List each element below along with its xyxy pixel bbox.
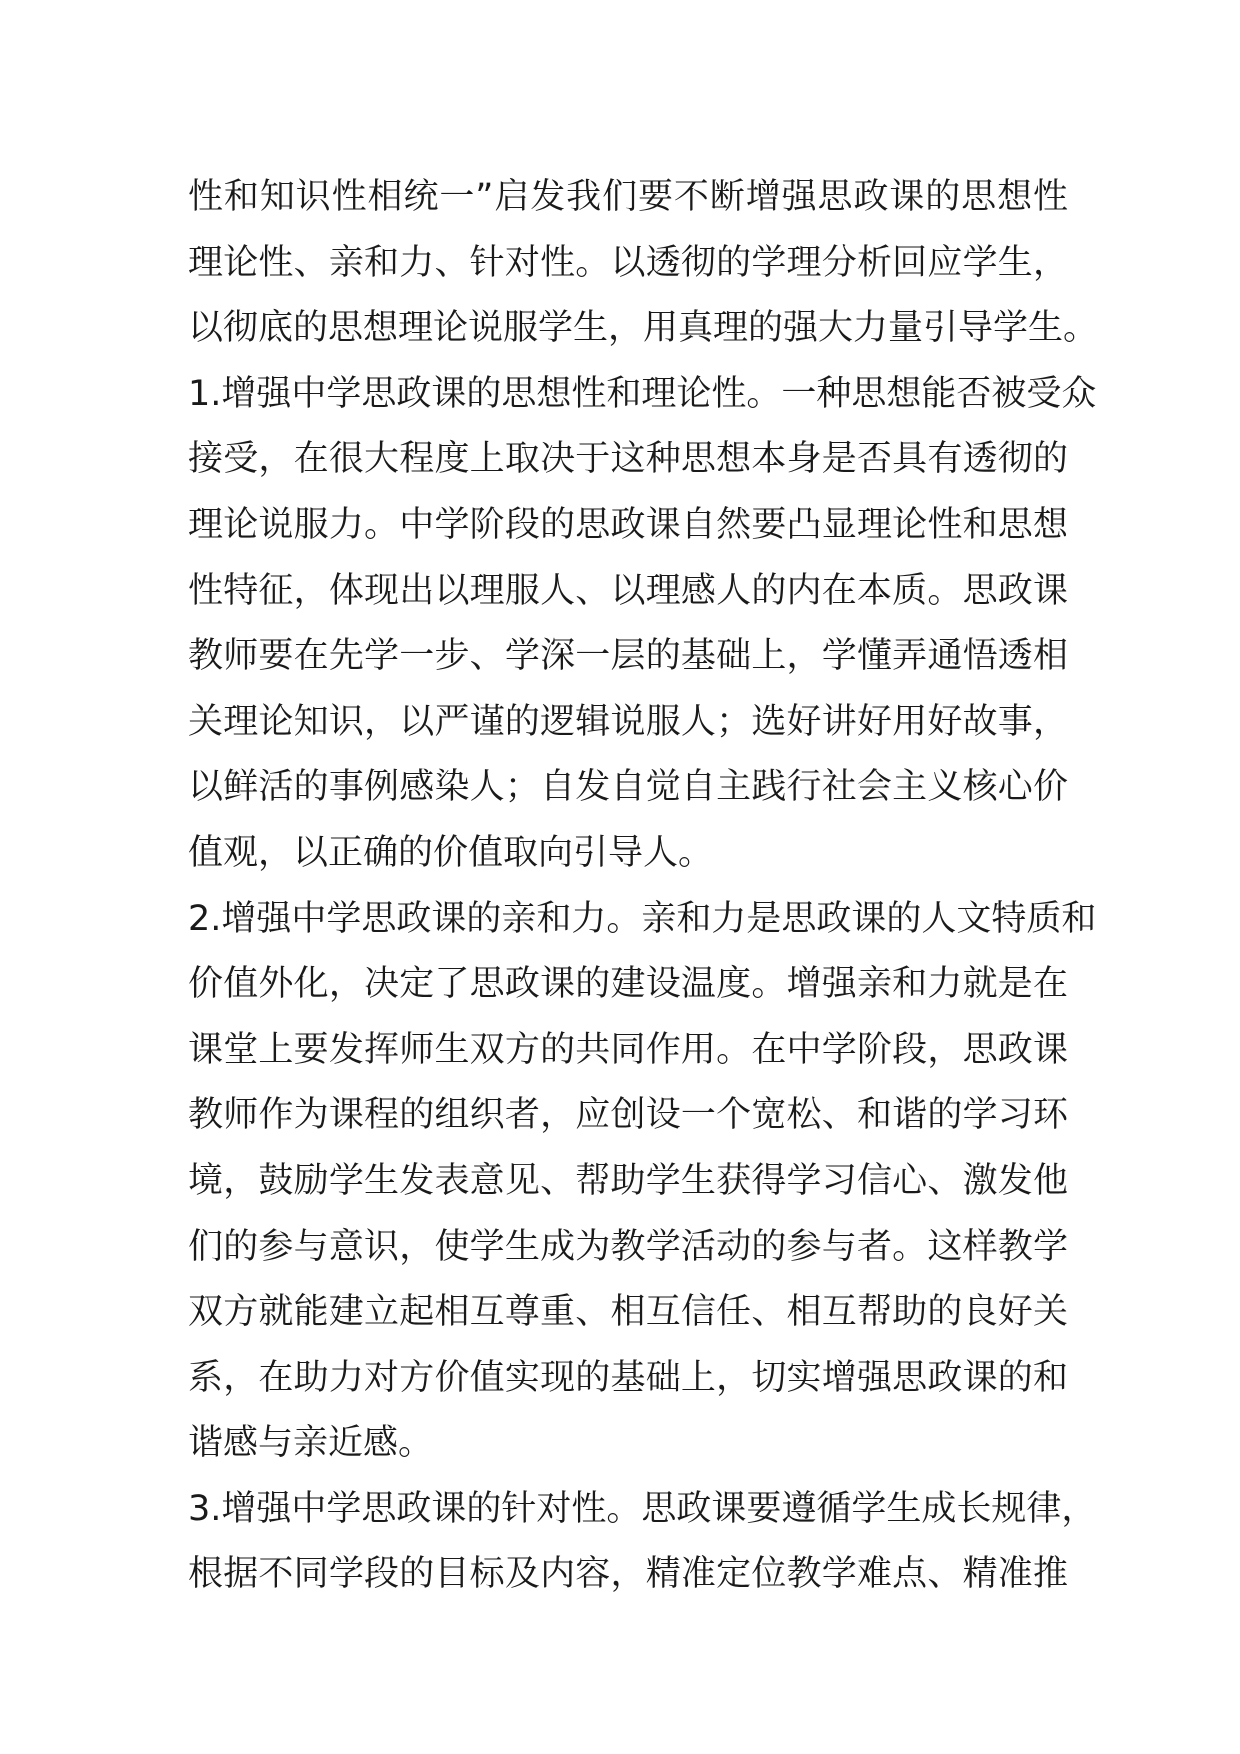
text-line: 1.增强中学思政课的思想性和理论性。一种思想能否被受众 xyxy=(188,373,1097,414)
text-line: 们的参与意识，使学生成为教学活动的参与者。这样教学 xyxy=(188,1226,1068,1267)
document-body xyxy=(188,165,1099,1608)
text-line: 根据不同学段的目标及内容，精准定位教学难点、精准推 xyxy=(188,1554,1068,1595)
text-line: 谐感与亲近感。 xyxy=(188,1423,434,1464)
text-line: 3.增强中学思政课的针对性。思政课要遵循学生成长规律， xyxy=(188,1488,1097,1529)
text-line: 值观，以正确的价值取向引导人。 xyxy=(188,832,714,873)
text-line: 系，在助力对方价值实现的基础上，切实增强思政课的和 xyxy=(188,1357,1068,1398)
text-line: 课堂上要发挥师生双方的共同作用。在中学阶段，思政课 xyxy=(188,1029,1068,1070)
text-line: 理论性、亲和力、针对性。以透彻的学理分析回应学生， xyxy=(188,242,1068,283)
text-line: 以彻底的思想理论说服学生，用真理的强大力量引导学生。 xyxy=(188,308,1099,349)
text-line: 教师要在先学一步、学深一层的基础上，学懂弄通悟透相 xyxy=(188,636,1068,677)
text-line: 价值外化，决定了思政课的建设温度。增强亲和力就是在 xyxy=(188,964,1068,1005)
text-line: 2.增强中学思政课的亲和力。亲和力是思政课的人文特质和 xyxy=(188,898,1097,939)
text-line: 双方就能建立起相互尊重、相互信任、相互帮助的良好关 xyxy=(188,1292,1068,1333)
text-line: 以鲜活的事例感染人；自发自觉自主践行社会主义核心价 xyxy=(188,767,1068,808)
text-line: 性特征，体现出以理服人、以理感人的内在本质。思政课 xyxy=(188,570,1068,611)
text-line: 境，鼓励学生发表意见、帮助学生获得学习信心、激发他 xyxy=(188,1160,1068,1201)
text-line: 关理论知识，以严谨的逻辑说服人；选好讲好用好故事， xyxy=(188,701,1068,742)
text-line: 性和知识性相统一”启发我们要不断增强思政课的思想性 xyxy=(188,177,1068,217)
text-line: 教师作为课程的组织者，应创设一个宽松、和谐的学习环 xyxy=(188,1095,1068,1136)
text-line: 接受，在很大程度上取决于这种思想本身是否具有透彻的 xyxy=(188,439,1068,480)
text-line: 理论说服力。中学阶段的思政课自然要凸显理论性和思想 xyxy=(188,504,1068,545)
